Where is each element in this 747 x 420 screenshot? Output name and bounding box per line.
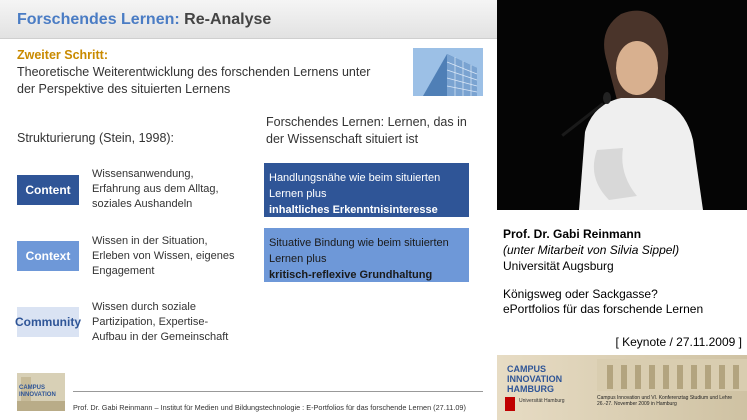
banner-logo — [507, 364, 562, 394]
speaker-video — [497, 0, 747, 210]
talk-info-panel — [497, 210, 747, 355]
structuring-label: Strukturierung (Stein, 1998): — [17, 131, 175, 145]
banner-logo-line1: CAMPUS — [507, 364, 547, 374]
banner-caption: Campus Innovation und VI. Konferenztag Studium und Lehre 26.-27. November 2009 in Hamburg — [597, 395, 733, 407]
keynote-date: [ Keynote / 27.11.2009 ] — [615, 335, 742, 349]
talk-title-line1: Königsweg oder Sackgasse? — [503, 287, 658, 301]
context-box — [264, 228, 469, 282]
slide-title — [17, 11, 271, 29]
content-box — [264, 163, 469, 217]
community-tag: Community — [17, 307, 79, 337]
banner-university: Universität Hamburg — [519, 398, 565, 404]
research-learning-heading: Forschendes Lernen: Lernen, das in der Wissenschaft situiert ist — [266, 115, 467, 146]
content-box-text: Handlungsnähe wie beim situierten Lernen plus — [269, 172, 441, 200]
slide-title-bar — [0, 0, 497, 39]
slide-title-part2: Re-Analyse — [184, 11, 272, 28]
conference-banner — [497, 355, 747, 420]
content-description: Wissensanwendung, Erfahrung aus dem Alltag, soziales Aushandeln — [92, 168, 219, 210]
community-description: Wissen durch soziale Partizipation, Expertise-Aufbau in der Gemeinschaft — [92, 301, 229, 343]
slide-title-part1: Forschendes Lernen: — [17, 11, 180, 28]
campus-innovation-logo — [17, 373, 65, 411]
speaker-name: Prof. Dr. Gabi Reinmann — [503, 227, 642, 241]
content-tag: Content — [17, 175, 79, 205]
logo-text: CAMPUS INNOVATION — [19, 385, 56, 398]
context-box-bold: kritisch-reflexive Grundhaltung — [269, 269, 433, 281]
banner-logo-line3: HAMBURG — [507, 384, 554, 394]
context-description: Wissen in der Situation, Erleben von Wissen, eigenes Engagement — [92, 235, 235, 277]
slide-footer: Prof. Dr. Gabi Reinmann – Institut für Medien und Bildungstechnologie : E-Portfolios für das forschende Lernen (27.11.09) — [73, 403, 466, 412]
university: Universität Augsburg — [503, 259, 614, 273]
content-box-bold: inhaltliches Erkenntnisinteresse — [269, 204, 438, 216]
context-box-text: Situative Bindung wie beim situierten Lernen plus — [269, 237, 449, 265]
talk-title — [503, 287, 743, 317]
collaboration-note: (unter Mitarbeit von Silvia Sippel) — [503, 243, 680, 257]
banner-logo-line2: INNOVATION — [507, 374, 563, 384]
building-image — [413, 48, 483, 96]
footer-divider — [73, 391, 483, 392]
context-tag: Context — [17, 241, 79, 271]
step-text: Theoretische Weiterentwicklung des forschenden Lernens unter der Perspektive des situierten Lernens — [17, 65, 371, 96]
talk-title-line2: ePortfolios für das forschende Lernen — [503, 302, 704, 316]
step-title: Zweiter Schritt: — [17, 48, 108, 62]
